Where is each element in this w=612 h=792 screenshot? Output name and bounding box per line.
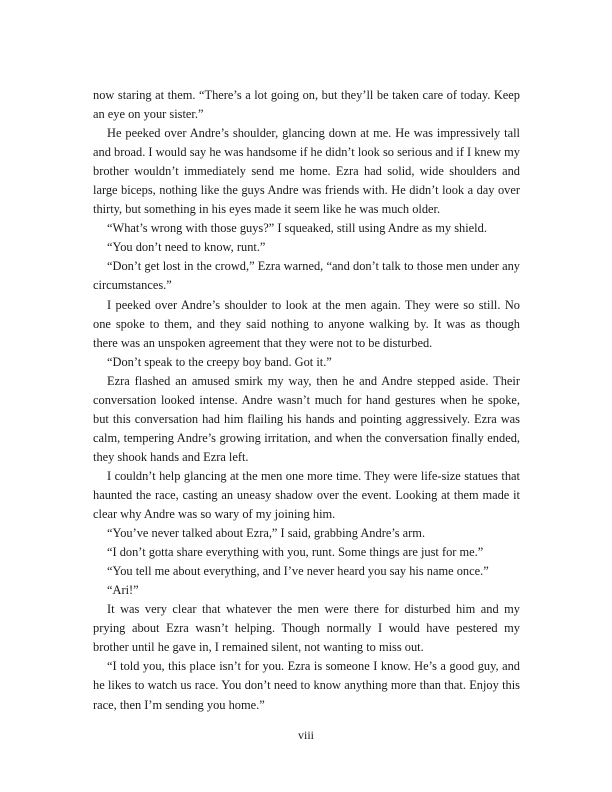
- paragraph: “Ari!”: [107, 583, 139, 598]
- paragraph: “I don’t gotta share everything with you, runt. Some things are just for me.”: [107, 545, 484, 560]
- paragraph: Ezra flashed an amused smirk my way, then he and Andre stepped aside. Their conversation looked intense. Andre wasn’t much for hand gestures when he spoke, but this conversation had him flailing his hands and pointing aggressively. Ezra was calm, tempering Andre’s growing irritation, and when the conversation finally ended, they shook hands and Ezra left.: [93, 373, 520, 464]
- paragraph: He peeked over Andre’s shoulder, glancing down at me. He was impressively tall and broad. I would say he was handsome if he didn’t look so serious and if I knew my brother wouldn’t immediately send me home. Ezra had solid, wide shoulders and large biceps, nothing like the guys Andre was friends with. He didn’t look a day over thirty, but something in his eyes made it seem like he was much older.: [93, 126, 520, 217]
- paragraph: “I told you, this place isn’t for you. Ezra is someone I know. He’s a good guy, and he likes to watch us race. You don’t need to know anything more than that. Enjoy this race, then I’m sending you home.”: [93, 659, 520, 712]
- paragraph: “What’s wrong with those guys?” I squeaked, still using Andre as my shield.: [107, 221, 487, 236]
- paragraph: I couldn’t help glancing at the men one more time. They were life-size statues that haunted the race, casting an uneasy shadow over the event. Looking at them made it clear why Andre was so wary of my joining him.: [93, 468, 520, 522]
- paragraph: now staring at them. “There’s a lot going on, but they’ll be taken care of today. Keep an eye on your sister.”: [93, 88, 520, 122]
- page-number: viii: [297, 728, 314, 742]
- paragraph: “Don’t get lost in the crowd,” Ezra warned, “and don’t talk to those men under any circumstances.”: [93, 259, 520, 293]
- paragraph: It was very clear that whatever the men were there for disturbed him and my prying about Ezra wasn’t helping. Though normally I would have pestered my brother until he gave in, I remained silent, not wanting to miss out.: [93, 602, 520, 655]
- paragraph: “Don’t speak to the creepy boy band. Got it.”: [107, 354, 332, 369]
- paragraph: “You’ve never talked about Ezra,” I said, grabbing Andre’s arm.: [107, 526, 426, 541]
- paragraph: “You tell me about everything, and I’ve never heard you say his name once.”: [107, 564, 489, 579]
- paragraph: “You don’t need to know, runt.”: [107, 240, 266, 255]
- paragraph: I peeked over Andre’s shoulder to look at the men again. They were so still. No one spoke to them, and they said nothing to anyone walking by. It was as though there was an unspoken agreement that they were not to be disturbed.: [93, 297, 520, 350]
- page-body: [93, 86, 520, 715]
